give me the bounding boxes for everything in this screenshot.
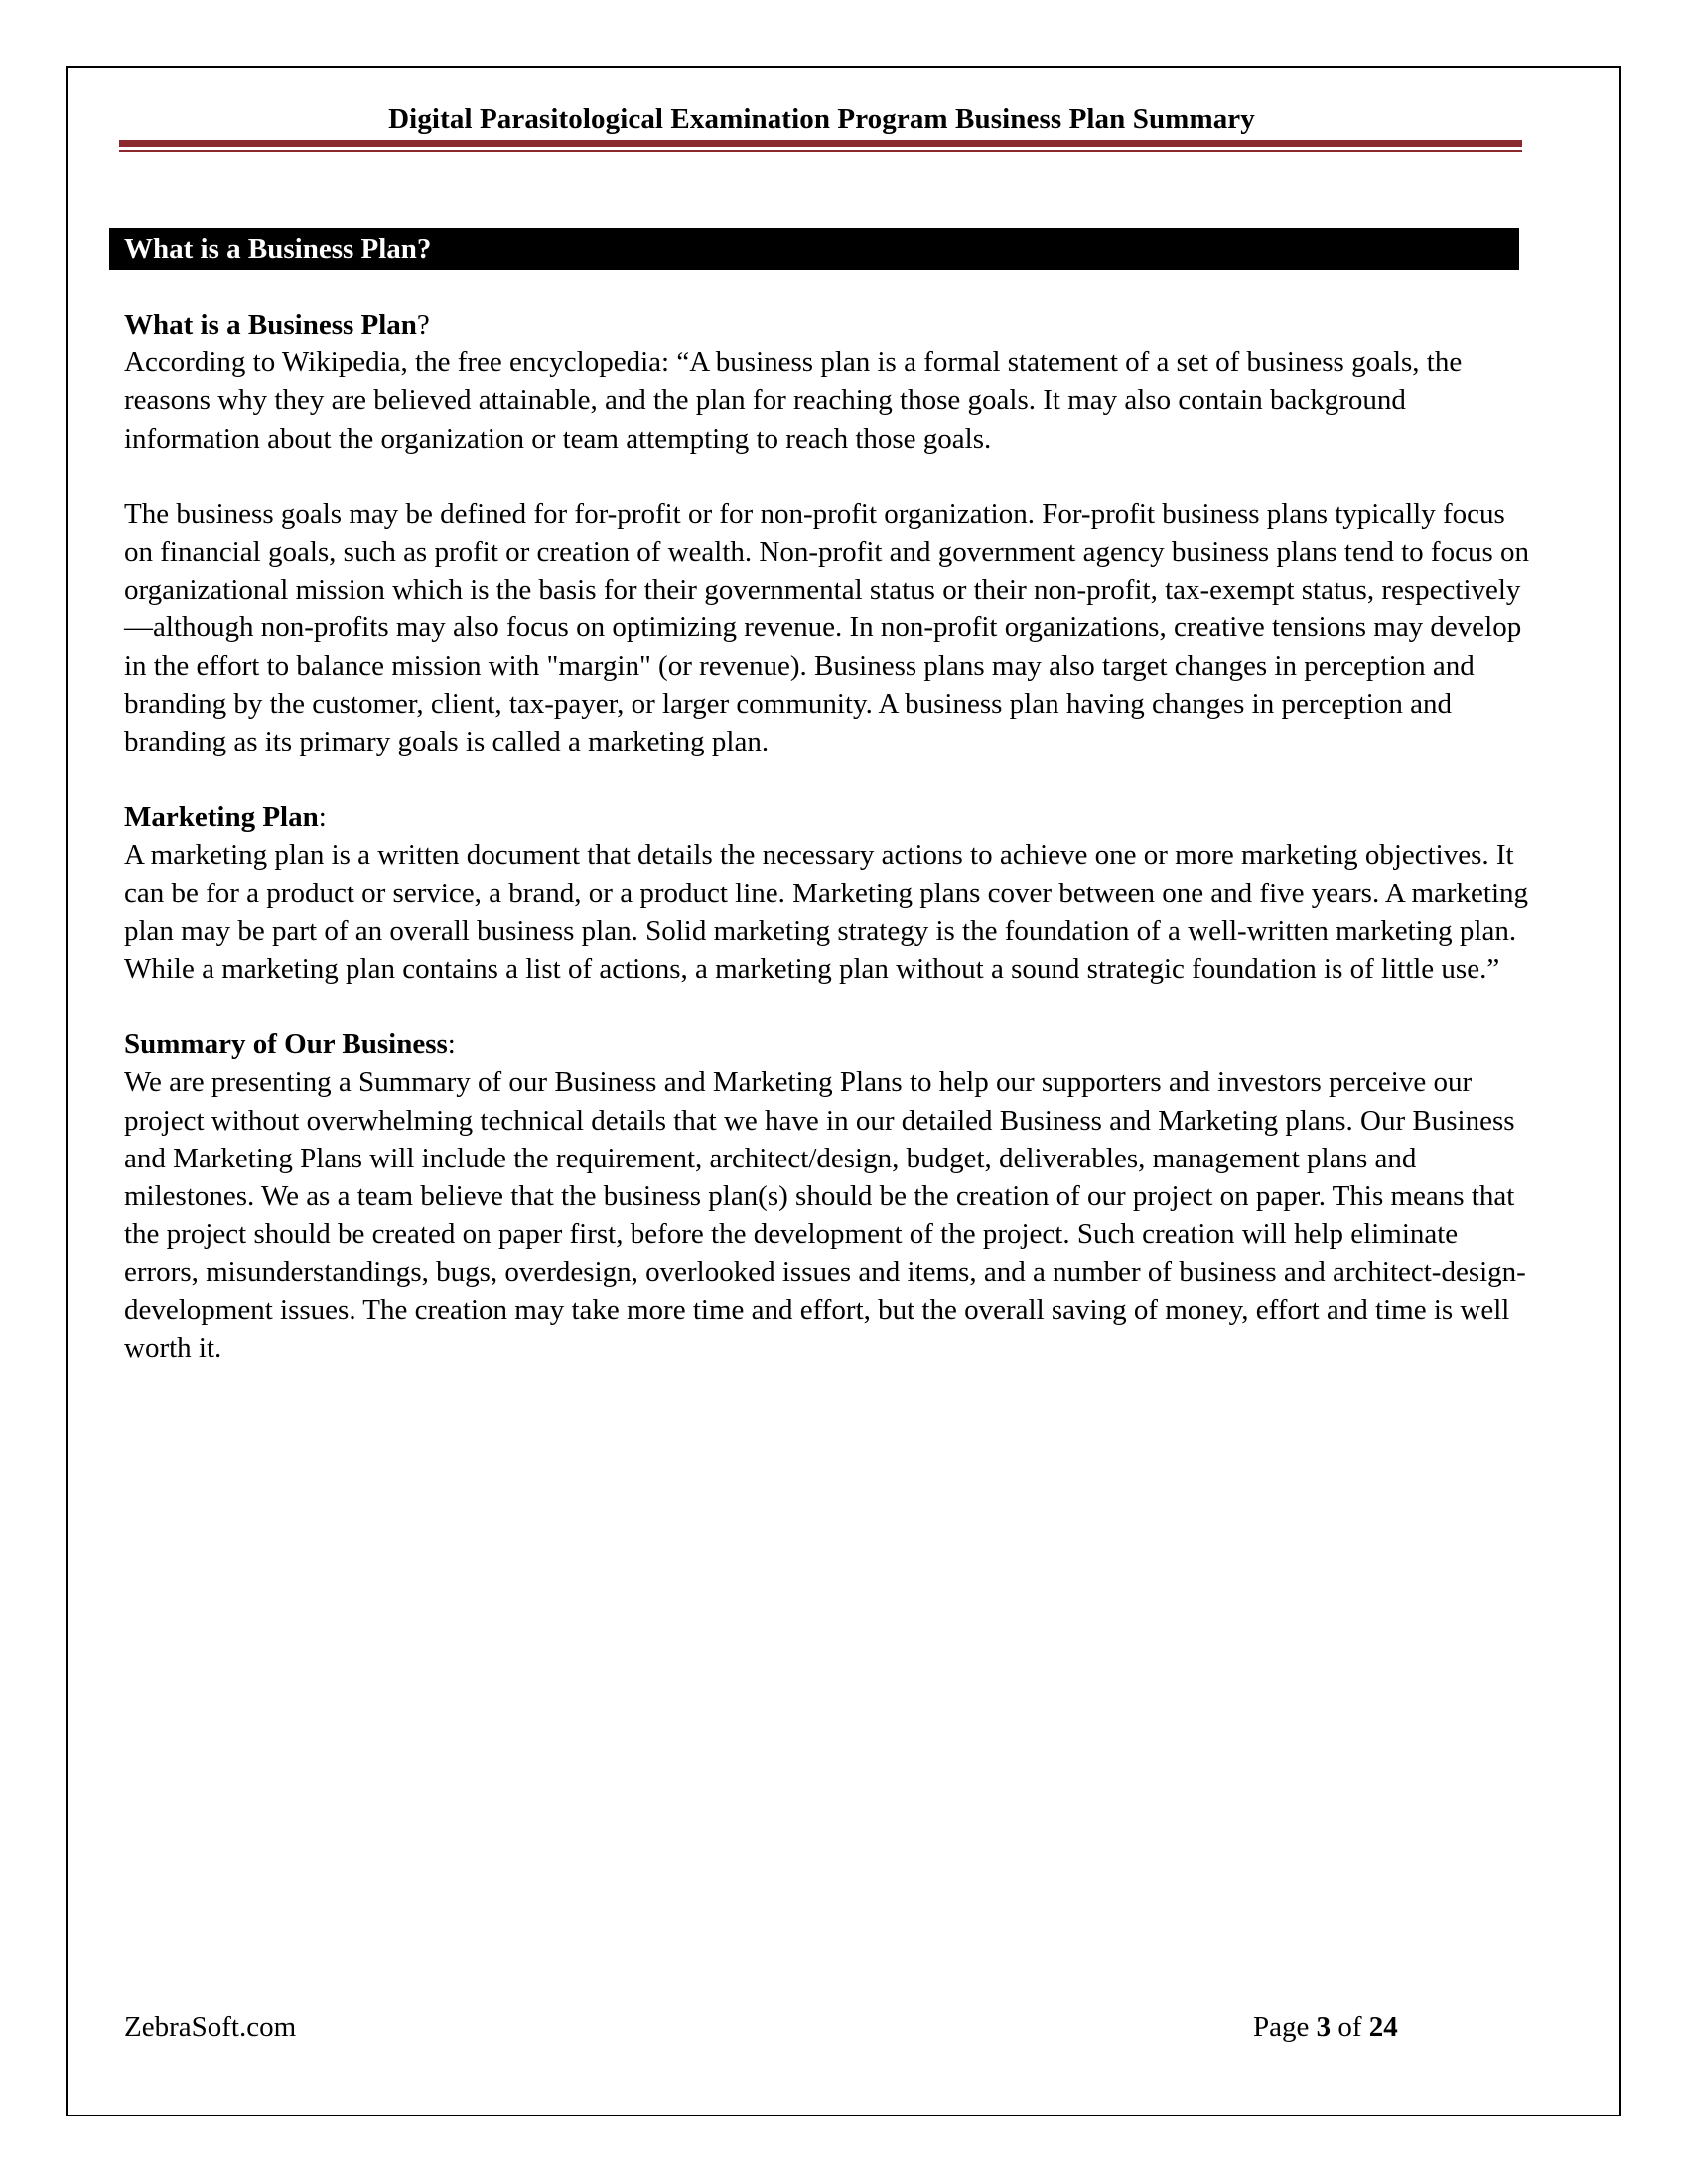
section-summary-of-business	[124, 1025, 1529, 1367]
section-heading-text: Marketing Plan	[124, 801, 319, 834]
paragraph: The business goals may be defined for for-profit or for non-profit organization. For-profit business plans typically focus on financial goals, such as profit or creation of wealth. Non-profit and government agency business plans tend to focus on organizational mission which is the basis for their governmental status or their non-profit, tax-exempt status, respectively—although non-profits may also focus on optimizing revenue. In non-profit organizations, creative tensions may develop in the effort to balance mission with "margin" (or revenue). Business plans may also target changes in perception and branding by the customer, client, tax-payer, or larger community. A business plan having changes in perception and branding as its primary goals is called a marketing plan.	[124, 497, 1529, 758]
section-heading	[124, 798, 1529, 836]
page-current: 3	[1316, 2011, 1332, 2043]
document-body	[124, 306, 1529, 1405]
section-heading	[124, 306, 1529, 343]
section-heading-text: What is a Business Plan	[124, 309, 417, 341]
section-what-is-business-plan	[124, 306, 1529, 458]
section-title-bar: What is a Business Plan?	[109, 228, 1519, 270]
footer-page-number	[1253, 2011, 1398, 2044]
section-heading-suffix: :	[318, 801, 327, 834]
page-total: 24	[1368, 2011, 1398, 2043]
section-business-goals	[124, 495, 1529, 760]
paragraph: According to Wikipedia, the free encyclopedia: “A business plan is a formal statement of a set of business goals, the reasons why they are believed attainable, and the plan for reaching those goals. It may also contain background information about the organization or team attempting to reach those goals.	[124, 346, 1463, 455]
section-heading	[124, 1025, 1529, 1063]
page-prefix: Page	[1253, 2011, 1317, 2043]
header-rule-thin	[119, 150, 1522, 152]
section-heading-suffix: :	[447, 1028, 456, 1061]
section-heading-suffix: ?	[416, 309, 430, 341]
page-of: of	[1331, 2011, 1369, 2043]
section-heading-text: Summary of Our Business	[124, 1028, 448, 1061]
footer-site-name: ZebraSoft.com	[124, 2011, 297, 2043]
paragraph: We are presenting a Summary of our Business and Marketing Plans to help our supporters and investors perceive our project without overwhelming technical details that we have in our detailed Business and Marketing plans. Our Business and Marketing Plans will include the requirement, architect/design, budget, deliverables, management plans and milestones. We as a team believe that the business plan(s) should be the creation of our project on paper. This means that the project should be created on paper first, before the development of the project. Such creation will help eliminate errors, misunderstandings, bugs, overdesign, overlooked issues and items, and a number of business and architect-design-development issues. The creation may take more time and effort, but the overall saving of money, effort and time is well worth it.	[124, 1066, 1526, 1364]
header-rule	[119, 140, 1522, 147]
document-header-title: Digital Parasitological Examination Program Business Plan Summary	[388, 103, 1255, 135]
paragraph: A marketing plan is a written document that details the necessary actions to achieve one or more marketing objectives. It can be for a product or service, a brand, or a product line. Marketing plans cover between one and five years. A marketing plan may be part of an overall business plan. Solid marketing strategy is the foundation of a well-written marketing plan. While a marketing plan contains a list of actions, a marketing plan without a sound strategic foundation is of little use.”	[124, 839, 1529, 986]
section-marketing-plan	[124, 798, 1529, 988]
